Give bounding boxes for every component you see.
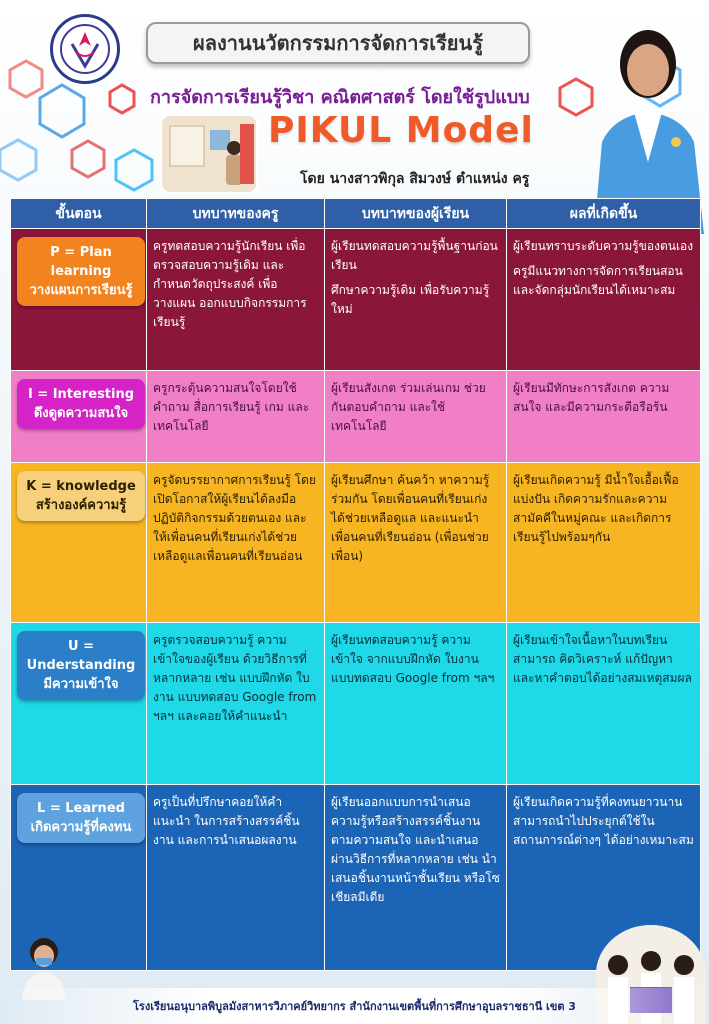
classroom-photo (160, 114, 258, 194)
result-cell: ผู้เรียนมีทักษะการสังเกต ความสนใจ และมีความกระตือรือร้น (507, 371, 701, 463)
student-role-cell: ผู้เรียนทดสอบความรู้ ความเข้าใจ จากแบบฝึกหัด ใบงาน แบบทดสอบ Google from ฯลฯ (325, 623, 507, 785)
result-cell: ผู้เรียนเข้าใจเนื้อหาในบทเรียน สามารถ คิดวิเคราะห์ แก้ปัญหา และหาคำตอบได้อย่างสมเหตุสมผล (507, 623, 701, 785)
footer-text: โรงเรียนอนุบาลพิบูลมังสาหารวิภาคย์วิทยากร สำนักงานเขตพื้นที่การศึกษาอุบลราชธานี เขต 3 (133, 1000, 576, 1013)
header-student-role: บทบาทของผู้เรียน (325, 199, 507, 229)
student-role-cell: ผู้เรียนออกแบบการนำเสนอความรู้หรือสร้างสรรค์ชิ้นงานตามความสนใจ และนำเสนอผ่านวิธีการที่หลากหลาย เช่น นำเสนอชิ้นงานหน้าชั้นเรียน หรือโซเชียลมีเดีย (325, 785, 507, 971)
poster-title-text: ผลงานนวัตกรรมการจัดการเรียนรู้ (193, 31, 483, 55)
table-row-interesting (11, 371, 701, 463)
step-badge-p (17, 237, 145, 306)
step-th: สร้างองค์ความรู้ (35, 498, 127, 513)
step-en: P = Plan learning (50, 245, 112, 279)
footer (0, 988, 709, 1024)
result-cell: ผู้เรียนเกิดความรู้ มีน้ำใจเอื้อเฟื้อ แบ่งปัน เกิดความรักและความสามัคคีในหมู่คณะ และเกิดการเรียนรู้ไปพร้อมๆกัน (507, 463, 701, 623)
step-th: ดึงดูดความสนใจ (33, 406, 129, 421)
step-badge-i (17, 379, 145, 429)
table-row-plan (11, 229, 701, 371)
step-th: เกิดความรู้ที่คงทน (30, 820, 132, 835)
student-role-cell: ผู้เรียนสังเกต ร่วมเล่นเกม ช่วยกันตอบคำถาม และใช้เทคโนโลยี (325, 371, 507, 463)
student-role-cell: ผู้เรียนศึกษา ค้นคว้า หาความรู้ร่วมกัน โดยเพื่อนคนที่เรียนเก่งได้ช่วยเหลือดูแล และแนะนำเพื่อนคนที่เรียนอ่อน (เพื่อนช่วยเพื่อน) (325, 463, 507, 623)
step-badge-l (17, 793, 145, 843)
header-result: ผลที่เกิดขึ้น (507, 199, 701, 229)
poster-subtitle: การจัดการเรียนรู้วิชา คณิตศาสตร์ โดยใช้รูปแบบ (150, 87, 530, 108)
school-emblem-icon (50, 14, 120, 84)
result-line: ครูมีแนวทางการจัดการเรียนสอน และจัดกลุ่มนักเรียนได้เหมาะสม (513, 264, 683, 297)
step-en: L = Learned (37, 801, 125, 816)
author-byline: โดย นางสาวพิกุล สิมวงษ์ ตำแหน่ง ครู (300, 171, 530, 187)
table-row-knowledge (11, 463, 701, 623)
table-row-understanding (11, 623, 701, 785)
poster-title (146, 22, 530, 64)
step-en: K = knowledge (26, 479, 136, 494)
teacher-role-cell: ครูตรวจสอบความรู้ ความเข้าใจของผู้เรียน ด้วยวิธีการที่หลากหลาย เช่น แบบฝึกหัด ใบงาน แบบทดสอบ Google from ฯลฯ และคอยให้คำแนะนำ (147, 623, 325, 785)
step-cell (11, 463, 147, 623)
step-badge-k (17, 471, 145, 521)
step-cell (11, 623, 147, 785)
result-cell (507, 229, 701, 371)
teacher-role-cell: ครูกระตุ้นความสนใจโดยใช้คำถาม สื่อการเรียนรู้ เกม และเทคโนโลยี (147, 371, 325, 463)
step-en: U = Understanding (26, 639, 136, 673)
step-th: มีความเข้าใจ (43, 677, 119, 692)
header-step: ขั้นตอน (11, 199, 147, 229)
step-en: I = Interesting (27, 387, 135, 402)
teacher-role-cell: ครูทดสอบความรู้นักเรียน เพื่อตรวจสอบความรู้เดิม และกำหนดวัตถุประสงค์ เพื่อวางแผน ออกแบบกิจกรรมการเรียนรู้ (147, 229, 325, 371)
step-cell (11, 371, 147, 463)
teacher-role-cell: ครูเป็นที่ปรึกษาคอยให้คำแนะนำ ในการสร้างสรรค์ชิ้นงาน และการนำเสนอผลงาน (147, 785, 325, 971)
step-th: วางแผนการเรียนรู้ (29, 283, 133, 298)
table-row-learned (11, 785, 701, 971)
result-line: ผู้เรียนทราบระดับความรู้ของตนเอง (513, 239, 694, 253)
table-header-row (11, 199, 701, 229)
step-cell (11, 229, 147, 371)
student-role-line: ศึกษาความรู้เดิม เพื่อรับความรู้ใหม่ (331, 283, 490, 316)
header-teacher-role: บทบาทของครู (147, 199, 325, 229)
teacher-role-cell: ครูจัดบรรยากาศการเรียนรู้ โดยเปิดโอกาสให้ผู้เรียนได้ลงมือปฏิบัติกิจกรรมด้วยตนเอง และให้เพื่อนคนที่เรียนเก่งได้ช่วยเหลือดูแลเพื่อนคนที่เรียนอ่อน (147, 463, 325, 623)
step-badge-u (17, 631, 145, 700)
result-cell: ผู้เรียนเกิดความรู้ที่คงทนยาวนาน สามารถนำไปประยุกต์ใช้ในสถานการณ์ต่างๆ ได้อย่างเหมาะสม (507, 785, 701, 971)
pikul-model-table (10, 198, 701, 971)
student-role-cell (325, 229, 507, 371)
student-role-line: ผู้เรียนทดสอบความรู้พื้นฐานก่อนเรียน (331, 239, 498, 272)
model-name: PIKUL Model (268, 110, 534, 151)
